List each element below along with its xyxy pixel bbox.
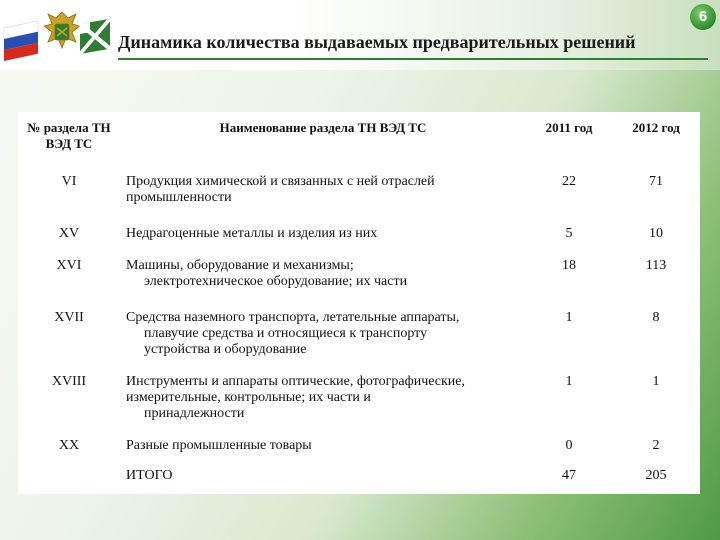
section-name [120, 432, 526, 462]
page-number-badge: 6 [690, 4, 716, 30]
value-2012: 8 [652, 310, 660, 325]
value-2012: 71 [649, 174, 663, 189]
section-name-line: электротехническое оборудование; их части [144, 274, 408, 289]
table-header-row [18, 112, 700, 168]
decisions-table-panel [18, 112, 700, 494]
section-name [120, 252, 526, 304]
section-name [120, 304, 526, 368]
total-row [18, 462, 700, 500]
value-2012: 1 [652, 374, 660, 389]
value-2011: 22 [562, 174, 576, 189]
value-2011: 0 [565, 438, 573, 453]
total-empty-cell [18, 462, 120, 500]
total-label: ИТОГО [126, 468, 173, 483]
section-name-line: плавучие средства и относящиеся к транспорту [144, 326, 428, 341]
section-number: XV [58, 226, 80, 241]
header-year-2012: 2012 год [632, 120, 680, 135]
value-2012: 2 [652, 438, 660, 453]
header-section-name: Наименование раздела ТН ВЭД ТС [219, 120, 427, 135]
table-row [18, 304, 700, 368]
section-number: XX [58, 438, 80, 453]
section-name [120, 168, 526, 220]
section-number: XVIII [51, 374, 87, 389]
section-name [120, 220, 526, 252]
table-row [18, 168, 700, 220]
section-name-line: промышленности [126, 190, 232, 205]
decisions-table [18, 112, 700, 500]
table-row [18, 252, 700, 304]
section-name-line: Продукция химической и связанных с ней отраслей [126, 174, 435, 189]
header-section-number: № раздела ТН ВЭД ТС [27, 120, 111, 151]
section-name-line: Недрагоценные металлы и изделия из них [126, 226, 378, 241]
section-name-line: Средства наземного транспорта, летательные аппараты, [126, 310, 460, 325]
emblem-logo [2, 2, 112, 70]
value-2011: 1 [565, 374, 573, 389]
value-2011: 5 [565, 226, 573, 241]
value-2011: 1 [565, 310, 573, 325]
value-2012: 10 [649, 226, 663, 241]
header-year-2011: 2011 год [545, 120, 593, 135]
section-number: VI [61, 174, 77, 189]
section-number: XVII [54, 310, 84, 325]
slide-title: Динамика количества выдаваемых предварительных решений [118, 32, 636, 52]
total-2011: 47 [562, 468, 576, 483]
section-name-line: устройства и оборудование [144, 342, 307, 357]
section-name [120, 368, 526, 432]
title-underline [118, 58, 708, 60]
emblem-logo-graphic [2, 2, 112, 70]
value-2011: 18 [562, 258, 576, 273]
section-name-line: Машины, оборудование и механизмы; [126, 258, 354, 273]
table-row [18, 220, 700, 252]
total-2012: 205 [645, 468, 667, 483]
value-2012: 113 [645, 258, 667, 273]
section-name-line: измерительные, контрольные; их части и [126, 390, 371, 405]
section-name-line: Инструменты и аппараты оптические, фотографические, [126, 374, 466, 389]
table-row [18, 432, 700, 462]
table-row [18, 368, 700, 432]
section-number: XVI [56, 258, 82, 273]
section-name-line: Разные промышленные товары [126, 438, 312, 453]
section-name-line: принадлежности [144, 406, 245, 421]
